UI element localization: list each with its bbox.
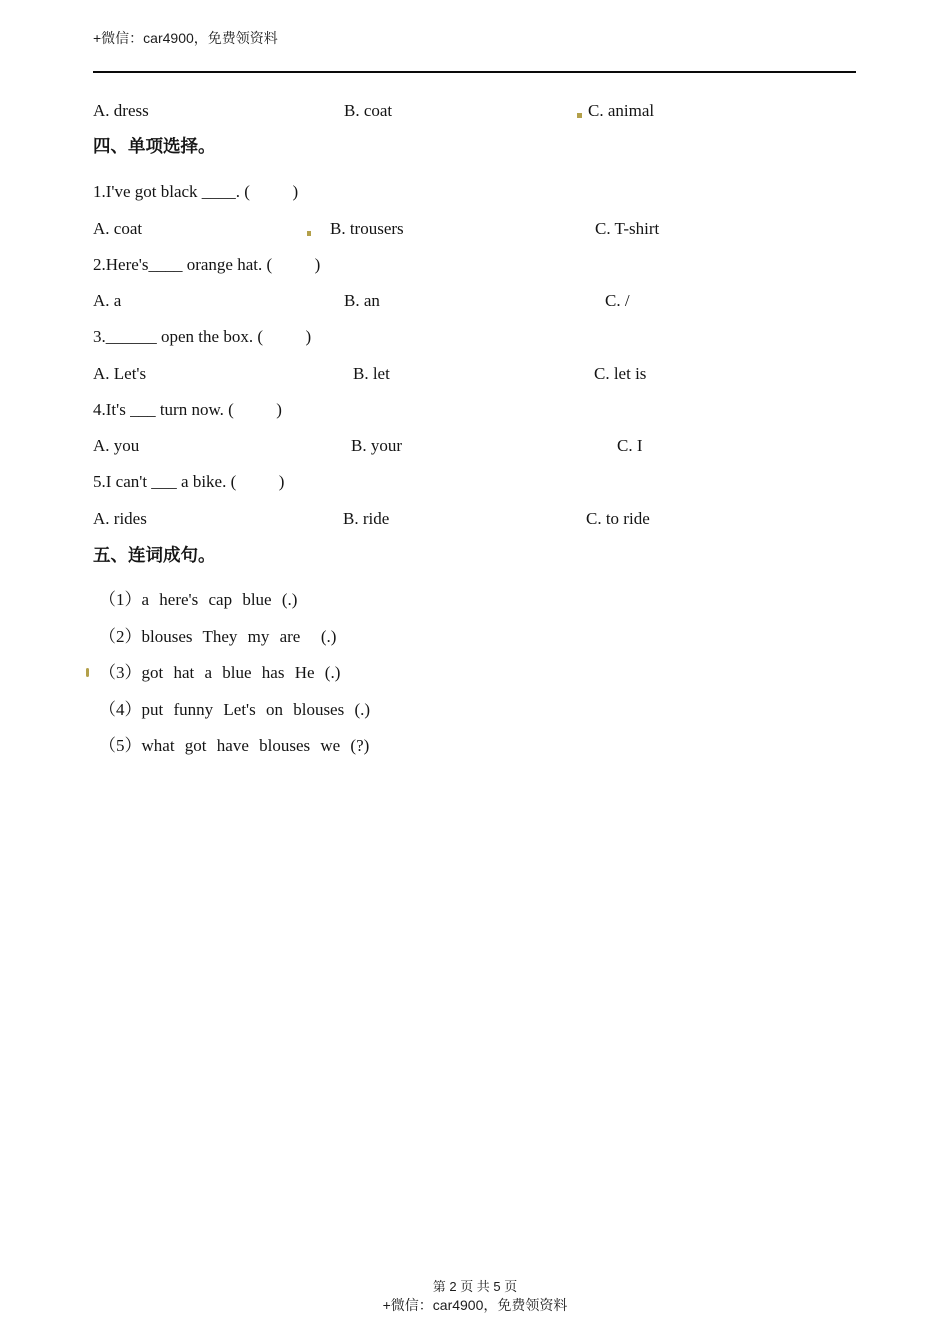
question-4-option-b: B. your bbox=[351, 436, 402, 455]
reorder-item-5: （5）what got have blouses we (?) bbox=[99, 736, 370, 755]
section-five-title: 五、连词成句。 bbox=[93, 545, 216, 565]
stray-mark-dash bbox=[86, 668, 89, 677]
question-5-option-a: A. rides bbox=[93, 509, 147, 528]
question-2-option-b: B. an bbox=[344, 291, 380, 310]
footer-page-indicator: 第 2 页 共 5 页 bbox=[432, 1279, 518, 1294]
question-3-option-c: C. let is bbox=[594, 364, 647, 383]
reorder-item-1: （1）a here's cap blue (.) bbox=[99, 590, 298, 609]
header-divider bbox=[93, 71, 856, 73]
lead-option-a: A. dress bbox=[93, 101, 149, 120]
question-4-stem: 4.It's ___ turn now. ( ) bbox=[93, 400, 282, 419]
reorder-item-3: （3）got hat a blue has He (.) bbox=[99, 663, 341, 682]
question-4-option-c: C. I bbox=[617, 436, 643, 455]
question-1-option-a: A. coat bbox=[93, 219, 143, 238]
reorder-item-4: （4）put funny Let's on blouses (.) bbox=[99, 700, 371, 719]
stray-mark-dot bbox=[307, 231, 311, 236]
lead-option-b: B. coat bbox=[344, 101, 393, 120]
stray-mark-dot bbox=[577, 113, 582, 118]
question-1-option-b: B. trousers bbox=[330, 219, 404, 238]
question-3-stem: 3.______ open the box. ( ) bbox=[93, 327, 312, 346]
question-5-option-c: C. to ride bbox=[586, 509, 650, 528]
reorder-item-2: （2）blouses They my are (.) bbox=[99, 627, 337, 646]
lead-option-c: C. animal bbox=[588, 101, 655, 120]
footer-promo-text: +微信：car4900，免费领资料 bbox=[382, 1297, 568, 1313]
header-promo-text: +微信：car4900，免费领资料 bbox=[93, 30, 278, 46]
question-3-option-a: A. Let's bbox=[93, 364, 147, 383]
question-2-option-a: A. a bbox=[93, 291, 122, 310]
question-3-option-b: B. let bbox=[353, 364, 390, 383]
question-2-option-c: C. / bbox=[605, 291, 630, 310]
question-4-option-a: A. you bbox=[93, 436, 140, 455]
question-5-option-b: B. ride bbox=[343, 509, 390, 528]
question-1-option-c: C. T-shirt bbox=[595, 219, 660, 238]
question-5-stem: 5.I can't ___ a bike. ( ) bbox=[93, 472, 285, 491]
question-1-stem: 1.I've got black ____. ( ) bbox=[93, 182, 299, 201]
section-four-title: 四、单项选择。 bbox=[93, 136, 216, 156]
question-2-stem: 2.Here's____ orange hat. ( ) bbox=[93, 255, 321, 274]
